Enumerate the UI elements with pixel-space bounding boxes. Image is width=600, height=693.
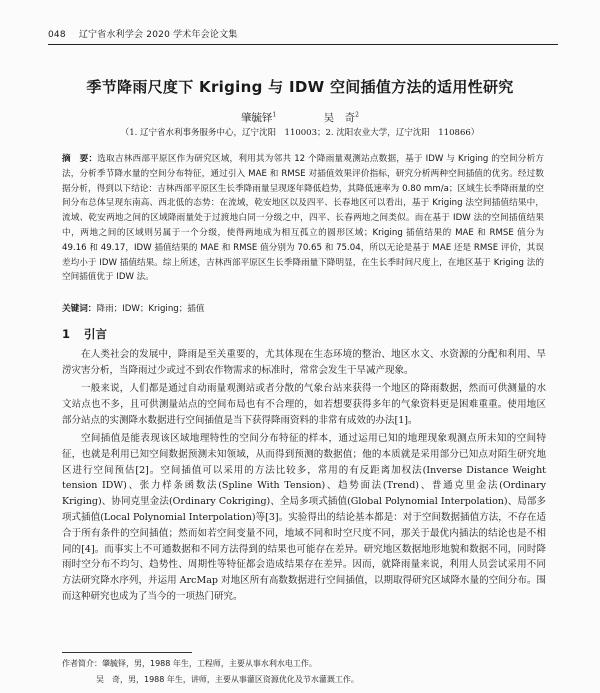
keywords bbox=[62, 302, 544, 314]
body-paragraph: 一般来说，人们都是通过自动雨量观测站或者分散的气象台站来获得一个地区的降雨数据，然而可供测量的水文站点也不多，且可供测量站点的空间布局也有不合理的，如若想要获得多年的气象资料更是困难重重。使用地区部分站点的实测降水数据进行空间插值是当下获得降雨资料的非常有成效的办法[1]。 bbox=[62, 383, 546, 426]
paper-title: 季节降雨尺度下 Kriging 与 IDW 空间插值方法的适用性研究 bbox=[86, 78, 514, 96]
author: 吴 奇$^2$ bbox=[323, 111, 359, 124]
author-list bbox=[0, 110, 600, 125]
section-heading bbox=[62, 326, 107, 342]
keywords-text: 降雨；IDW；Kriging；插值 bbox=[96, 304, 205, 314]
body-paragraph: 在人类社会的发展中，降雨是至关重要的，尤其体现在生态环境的整治、地区水文、水资源的分配和利用、旱涝灾害分析，当降雨过少或过不到农作物需求的标准时，常常会发生干旱减产现象。 bbox=[62, 349, 546, 376]
journal-name: 辽宁省水利学会 2020 学术年会论文集 bbox=[78, 30, 238, 40]
abstract-label: 摘 要： bbox=[62, 154, 98, 164]
keywords-label: 关键词： bbox=[62, 304, 97, 314]
page-number: 048 bbox=[48, 30, 66, 40]
abstract bbox=[62, 152, 544, 285]
affiliation: （1. 辽宁省水利事务服务中心，辽宁沈阳 110003；2. 沈阳农业大学，辽宁沈阳 110866） bbox=[120, 128, 480, 138]
section-title: 引言 bbox=[84, 327, 108, 341]
author: 肇毓铎$^1$ bbox=[241, 111, 277, 124]
running-header bbox=[48, 27, 558, 45]
body-paragraph: 空间插值是能表现该区域地理特性的空间分布特征的样本，通过运用已知的地理现象观测点所未知的空间特征，也就是利用已知空间数据预测未知领域，从而得到预测的数据值；他的本质就是采用部分已知点对陌生研究地区进行空间预估[2]。空间插值可以采用的方法比较多，常用的有反距离加权法(Inverse Distance Weight tension IDW)、张力样条函数法(Spline With Tension)、趋势面法(Trend)、普通克里金法(Ordinary Kriging)、协同克里金法(Ordinary Cokriging)、全局多项式插值(Global Polynomial Interpolation)、局部多项式插值(Local Polynomial Interpolation)等[3]。实验得出的结论基本都是：对于空间数据插值方法，不存在适合于所有条件的空间插值；然而如若空间变量不同，地域不同和时空尺度不同，那关于最优内插法的结论也是不相同的[4]。而事实上不可通数据和不同方法得到的结果也可能存在差异。研究地区数据地形地貌和数据不同，同时降雨时空分布不均匀、趋势性、周期性等特征都会造成结果存在差异。因而，就降雨量来说，利用人员尝试采用不同方法研究降水序列，并运用 ArcMap 对地区所有高数数据进行空间插值，以期取得研究区域降水量的空间分布。围而这种研究也成为了当今的一项热门研究。 bbox=[62, 433, 546, 602]
section-number: 1 bbox=[62, 327, 71, 341]
footnote: 作者简介：肇毓铎，男，1988 年生，工程师，主要从事水利水电工作。 bbox=[62, 659, 317, 668]
footnote-divider bbox=[62, 652, 192, 653]
abstract-text: 选取吉林西部平原区作为研究区域，利用其为邻共 12 个降雨量观测站点数据，基于 IDW 与 Kriging 的空间分析方法，分析季节降水量的空间分布特征，通过引入 MAE 和 RMSE 对插值效果评价指标，研究分析两种空间插值的优劣。经过数据分析，得到以下结论：吉林西部平原区生长季降雨量呈现逐年降低趋势，其降低速率为 0.80 mm/a；区域生长季降雨量的空间分布总体呈现东南高、西北低的态势：在流域，乾安地区以及四平、长春地区可以看出，基于 Kriging 法空间插值结果中，流域、乾安两地之间的区域降雨量处于过渡地白同一分级之中，四平、长春两地之间类似。而在基于 IDW 法的空间插值结果中，两地之间的区域则另属于一个分级，使得两地成为相互孤立的圆形区域；Kriging 插值结果的 MAE 和 RMSE 值分为 49.16 和 49.17，IDW 插值结果的 MAE 和 RMSE 值分别为 70.65 和 75.04，所以无论是基于 MAE 还是 RMSE 评价，其误差均小于 IDW 插值结果。综上所述，吉林西部平原区生长季降雨量下降明显，在生长季时间尺度上，在地区基于 Kriging 法的空间插值优于 IDW 法。 bbox=[62, 154, 544, 283]
footnote: 吴 奇，男，1988 年生，讲师，主要从事灌区资源优化及节水灌溉工作。 bbox=[96, 675, 359, 684]
